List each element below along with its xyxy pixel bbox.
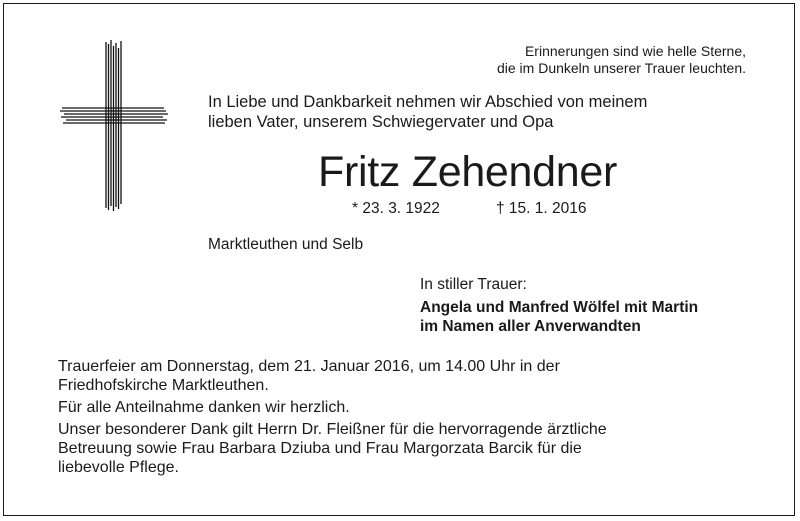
intro-line-1: In Liebe und Dankbarkeit nehmen wir Abschied von meinem xyxy=(208,93,648,111)
place-text: Marktleuthen und Selb xyxy=(208,236,364,253)
special-thanks xyxy=(58,420,607,477)
intro-text xyxy=(208,92,647,132)
service-line-2: Friedhofskirche Marktleuthen. xyxy=(58,377,269,394)
death-date: † 15. 1. 2016 xyxy=(496,200,587,217)
thanks-text: Für alle Anteilnahme danken wir herzlich. xyxy=(58,399,350,416)
intro-line-2: lieben Vater, unserem Schwiegervater und Opa xyxy=(208,113,554,131)
mourners xyxy=(420,298,698,336)
mourning-label: In stiller Trauer: xyxy=(420,276,527,293)
motto-line-2: die im Dunkeln unserer Trauer leuchten. xyxy=(496,60,746,76)
motto-line-1: Erinnerungen sind wie helle Sterne, xyxy=(524,43,746,59)
deceased-name: Fritz Zehendner xyxy=(318,148,618,196)
mourners-line-2: im Namen aller Anverwandten xyxy=(420,318,641,335)
cross-icon xyxy=(60,40,170,212)
birth-date: * 23. 3. 1922 xyxy=(352,200,440,217)
special-thanks-line-2: Betreuung sowie Frau Barbara Dziuba und Frau Margorzata Barcik für die xyxy=(58,440,582,457)
motto xyxy=(497,43,746,77)
special-thanks-line-3: liebevolle Pflege. xyxy=(58,459,179,476)
special-thanks-line-1: Unser besonderer Dank gilt Herrn Dr. Fleißner für die hervorragende ärztliche xyxy=(58,421,607,438)
service-info xyxy=(58,357,560,395)
mourners-line-1: Angela und Manfred Wölfel mit Martin xyxy=(420,299,699,316)
service-line-1: Trauerfeier am Donnerstag, dem 21. Januar 2016, um 14.00 Uhr in der xyxy=(58,358,560,375)
